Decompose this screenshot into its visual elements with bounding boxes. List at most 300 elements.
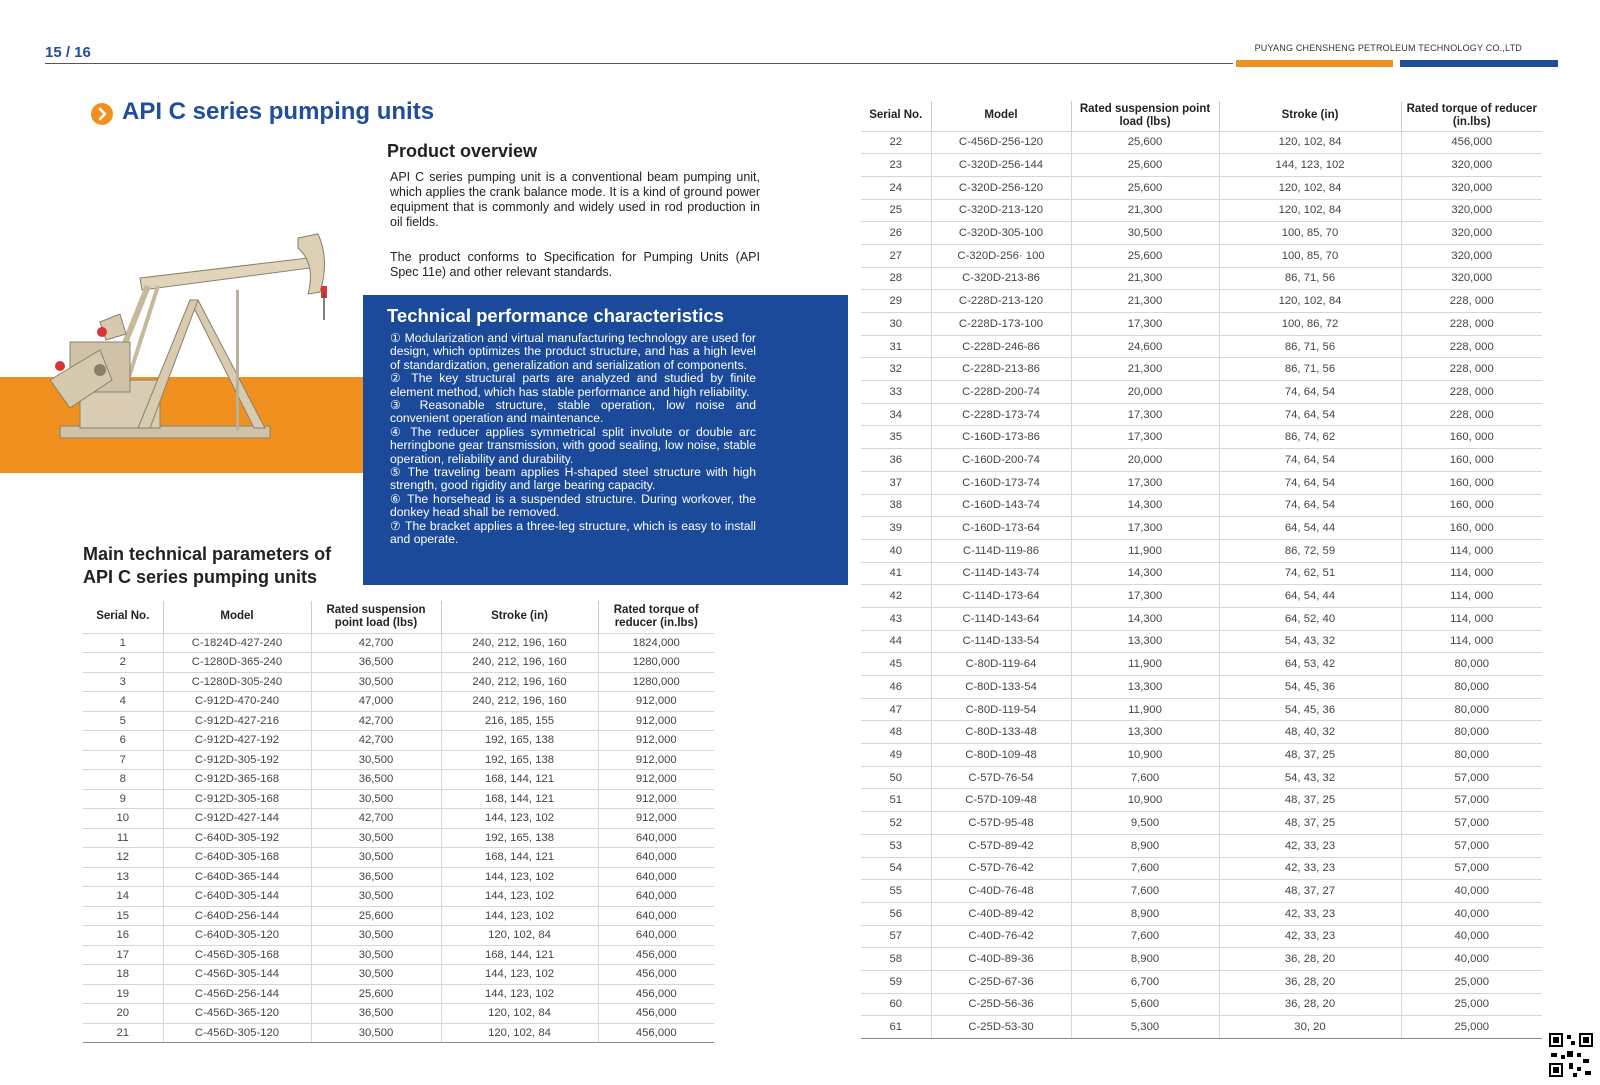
table-cell: 64, 54, 44 [1219, 585, 1401, 608]
table-cell: 13,300 [1071, 676, 1219, 699]
table-cell: 120, 102, 84 [1219, 131, 1401, 154]
table-cell: 45 [861, 653, 931, 676]
table-cell: 25,600 [311, 984, 441, 1004]
table-cell: 8,900 [1071, 948, 1219, 971]
table-cell: 228, 000 [1401, 335, 1542, 358]
table-cell: 57,000 [1401, 857, 1542, 880]
table-row [861, 812, 1542, 835]
table-row [83, 828, 714, 848]
table-cell: 25,600 [1071, 244, 1219, 267]
table-cell: C-228D-173-74 [931, 403, 1071, 426]
table-row [83, 770, 714, 790]
table-cell: 17,300 [1071, 471, 1219, 494]
table-row [861, 313, 1542, 336]
params-heading [83, 543, 331, 589]
table-cell: 228, 000 [1401, 381, 1542, 404]
chevron-right-icon [91, 103, 113, 125]
tech-heading: Technical performance characteristics [387, 305, 724, 326]
table-cell: 120, 102, 84 [441, 1023, 598, 1043]
table-cell: 168, 144, 121 [441, 848, 598, 868]
table-row [861, 880, 1542, 903]
table-cell: C-228D-200-74 [931, 381, 1071, 404]
tech-item: ④ The reducer applies symmetrical split involute or double arc herringbone gear transmission, with good sealing, low noise, stable operation, reliability and durability. [390, 424, 756, 466]
table-cell: C-160D-173-86 [931, 426, 1071, 449]
table-row [861, 494, 1542, 517]
table-row [861, 517, 1542, 540]
table-cell: 160, 000 [1401, 426, 1542, 449]
table-cell: C-160D-173-64 [931, 517, 1071, 540]
table-row [861, 358, 1542, 381]
table-cell: 456,000 [598, 984, 714, 1004]
table-cell: 42, 33, 23 [1219, 925, 1401, 948]
table-row [861, 471, 1542, 494]
table-cell: 23 [861, 154, 931, 177]
table-row [861, 539, 1542, 562]
table-cell: 9,500 [1071, 812, 1219, 835]
table-cell: 192, 165, 138 [441, 731, 598, 751]
table-cell: 40,000 [1401, 902, 1542, 925]
table-cell: 86, 71, 56 [1219, 267, 1401, 290]
table-cell: C-40D-76-48 [931, 880, 1071, 903]
table-cell: 640,000 [598, 848, 714, 868]
page-number: 15 / 16 [45, 44, 91, 61]
table-row [861, 449, 1542, 472]
table-cell: C-40D-89-36 [931, 948, 1071, 971]
table-cell: 10,900 [1071, 744, 1219, 767]
table-cell: C-320D-256-120 [931, 176, 1071, 199]
table-cell: 28 [861, 267, 931, 290]
table-row [861, 154, 1542, 177]
header-accent-orange [1236, 60, 1393, 67]
table-cell: C-80D-109-48 [931, 744, 1071, 767]
table-row [861, 925, 1542, 948]
overview-paragraph: API C series pumping unit is a conventional beam pumping unit, which applies the crank balance mode. It is a kind of ground power equipment that is commonly and widely used in rod production in oil fields. [390, 170, 760, 229]
table-cell: C-912D-427-144 [163, 809, 311, 829]
table-cell: 40 [861, 539, 931, 562]
table-row [83, 789, 714, 809]
table-cell: 48, 37, 25 [1219, 812, 1401, 835]
table-cell: 13 [83, 867, 163, 887]
table-cell: 25,000 [1401, 970, 1542, 993]
table-cell: 42,700 [311, 633, 441, 653]
table-cell: 54 [861, 857, 931, 880]
table-cell: 13,300 [1071, 630, 1219, 653]
table-cell: C-160D-143-74 [931, 494, 1071, 517]
table-cell: 192, 165, 138 [441, 828, 598, 848]
company-name: PUYANG CHENSHENG PETROLEUM TECHNOLOGY CO.,LTD [1254, 43, 1522, 53]
header-accent-blue [1400, 60, 1558, 67]
table-cell: 120, 102, 84 [1219, 290, 1401, 313]
table-row [83, 984, 714, 1004]
table-cell: C-57D-95-48 [931, 812, 1071, 835]
table-cell: 21,300 [1071, 199, 1219, 222]
table-cell: 36,500 [311, 653, 441, 673]
table-cell: 36,500 [311, 770, 441, 790]
table-cell: 100, 85, 70 [1219, 222, 1401, 245]
table-cell: C-1280D-305-240 [163, 672, 311, 692]
table-cell: 51 [861, 789, 931, 812]
table-cell: 320,000 [1401, 222, 1542, 245]
table-header-row [861, 101, 1542, 131]
table-cell: 21,300 [1071, 290, 1219, 313]
table-cell: 912,000 [598, 809, 714, 829]
table-cell: 192, 165, 138 [441, 750, 598, 770]
table-cell: 74, 64, 54 [1219, 494, 1401, 517]
table-cell: C-114D-143-74 [931, 562, 1071, 585]
table-cell: 74, 64, 54 [1219, 381, 1401, 404]
table-cell: 7,600 [1071, 766, 1219, 789]
table-cell: 86, 74, 62 [1219, 426, 1401, 449]
table-cell: 30,500 [311, 750, 441, 770]
table-cell: 52 [861, 812, 931, 835]
table-row [83, 672, 714, 692]
table-cell: 1824,000 [598, 633, 714, 653]
table-cell: 17,300 [1071, 585, 1219, 608]
table-cell: 25,600 [1071, 131, 1219, 154]
qr-code-icon [1547, 1031, 1595, 1079]
table-cell: 5 [83, 711, 163, 731]
table-cell: 53 [861, 834, 931, 857]
table-cell: 60 [861, 993, 931, 1016]
table-cell: 17,300 [1071, 517, 1219, 540]
table-cell: 160, 000 [1401, 449, 1542, 472]
table-row [861, 948, 1542, 971]
table-cell: C-228D-246-86 [931, 335, 1071, 358]
table-cell: 1280,000 [598, 653, 714, 673]
table-cell: 1280,000 [598, 672, 714, 692]
table-cell: 18 [83, 965, 163, 985]
column-header: Model [931, 101, 1071, 131]
table-cell: 240, 212, 196, 160 [441, 672, 598, 692]
table-cell: 640,000 [598, 926, 714, 946]
table-cell: 86, 71, 56 [1219, 335, 1401, 358]
table-cell: 25,000 [1401, 1016, 1542, 1039]
table-cell: 48 [861, 721, 931, 744]
table-cell: 4 [83, 692, 163, 712]
table-cell: 2 [83, 653, 163, 673]
table-cell: 47,000 [311, 692, 441, 712]
table-row [83, 809, 714, 829]
table-row [861, 721, 1542, 744]
column-header: Stroke (in) [1219, 101, 1401, 131]
table-cell: 144, 123, 102 [441, 906, 598, 926]
table-cell: 11,900 [1071, 698, 1219, 721]
table-cell: C-57D-76-42 [931, 857, 1071, 880]
table-cell: 144, 123, 102 [441, 965, 598, 985]
table-cell: 20,000 [1071, 449, 1219, 472]
table-row [861, 244, 1542, 267]
table-row [83, 653, 714, 673]
table-row [83, 867, 714, 887]
table-cell: 144, 123, 102 [441, 809, 598, 829]
table-cell: C-25D-53-30 [931, 1016, 1071, 1039]
table-row [861, 653, 1542, 676]
table-cell: 57,000 [1401, 834, 1542, 857]
table-row [861, 834, 1542, 857]
column-header: Model [163, 601, 311, 633]
table-cell: C-80D-119-64 [931, 653, 1071, 676]
table-cell: 33 [861, 381, 931, 404]
table-cell: 36, 28, 20 [1219, 948, 1401, 971]
table-cell: 80,000 [1401, 676, 1542, 699]
column-header: Rated torque of reducer (in.lbs) [1406, 102, 1537, 128]
table-cell: 25,600 [1071, 176, 1219, 199]
table-cell: C-228D-213-86 [931, 358, 1071, 381]
table-cell: 320,000 [1401, 244, 1542, 267]
table-cell: 20,000 [1071, 381, 1219, 404]
table-cell: 11,900 [1071, 653, 1219, 676]
table-cell: 30,500 [311, 672, 441, 692]
table-cell: 10,900 [1071, 789, 1219, 812]
table-cell: 54, 45, 36 [1219, 698, 1401, 721]
table-cell: 9 [83, 789, 163, 809]
table-cell: C-320D-256· 100 [931, 244, 1071, 267]
table-cell: 43 [861, 607, 931, 630]
table-cell: C-456D-365-120 [163, 1004, 311, 1024]
table-cell: C-228D-173-100 [931, 313, 1071, 336]
table-cell: 58 [861, 948, 931, 971]
table-cell: C-320D-213-86 [931, 267, 1071, 290]
table-cell: C-320D-213-120 [931, 199, 1071, 222]
table-cell: 36, 28, 20 [1219, 970, 1401, 993]
table-cell: 25,000 [1401, 993, 1542, 1016]
table-row [861, 970, 1542, 993]
table-cell: 30,500 [311, 965, 441, 985]
table-cell: 30,500 [311, 848, 441, 868]
table-row [861, 789, 1542, 812]
table-cell: 160, 000 [1401, 517, 1542, 540]
column-header: Rated suspension point load (lbs) [1071, 101, 1219, 131]
table-cell: 240, 212, 196, 160 [441, 633, 598, 653]
table-row [861, 902, 1542, 925]
table-cell: 144, 123, 102 [441, 867, 598, 887]
table-cell: C-40D-89-42 [931, 902, 1071, 925]
table-cell: C-160D-200-74 [931, 449, 1071, 472]
table-cell: 7,600 [1071, 925, 1219, 948]
table-cell: 61 [861, 1016, 931, 1039]
table-cell: 456,000 [598, 945, 714, 965]
table-cell: C-1824D-427-240 [163, 633, 311, 653]
tech-item: ① Modularization and virtual manufacturing technology are used for design, which optimizes the product structure, and has a high level of standardization, generalization and serialization of components. [390, 331, 756, 372]
table-cell: 160, 000 [1401, 471, 1542, 494]
pumping-unit-icon [40, 230, 340, 462]
table-cell: 8,900 [1071, 902, 1219, 925]
table-row [83, 711, 714, 731]
table-cell: 10 [83, 809, 163, 829]
table-cell: 57,000 [1401, 812, 1542, 835]
table-cell: 17,300 [1071, 403, 1219, 426]
table-cell: 114, 000 [1401, 630, 1542, 653]
table-cell: 40,000 [1401, 948, 1542, 971]
table-cell: 30, 20 [1219, 1016, 1401, 1039]
table-cell: 86, 72, 59 [1219, 539, 1401, 562]
table-row [861, 222, 1542, 245]
table-row [861, 176, 1542, 199]
table-cell: C-640D-305-120 [163, 926, 311, 946]
table-cell: 47 [861, 698, 931, 721]
table-cell: 57,000 [1401, 789, 1542, 812]
table-cell: 14,300 [1071, 494, 1219, 517]
table-cell: 456,000 [598, 1023, 714, 1043]
table-cell: C-456D-305-144 [163, 965, 311, 985]
table-cell: 120, 102, 84 [1219, 176, 1401, 199]
table-cell: 40,000 [1401, 880, 1542, 903]
table-cell: 36,500 [311, 1004, 441, 1024]
table-cell: C-25D-67-36 [931, 970, 1071, 993]
table-cell: 320,000 [1401, 199, 1542, 222]
table-cell: 74, 64, 54 [1219, 449, 1401, 472]
table-cell: 36, 28, 20 [1219, 993, 1401, 1016]
table-cell: 64, 54, 44 [1219, 517, 1401, 540]
table-cell: C-456D-305-120 [163, 1023, 311, 1043]
table-cell: 14,300 [1071, 562, 1219, 585]
table-row [861, 403, 1542, 426]
table-cell: 14 [83, 887, 163, 907]
table-row [861, 607, 1542, 630]
table-cell: 24,600 [1071, 335, 1219, 358]
table-row [861, 630, 1542, 653]
params-table-left [83, 601, 714, 1043]
table-row [83, 1023, 714, 1043]
table-cell: 120, 102, 84 [1219, 199, 1401, 222]
column-header: Rated torque of reducer (in.lbs) [613, 603, 699, 629]
table-cell: 120, 102, 84 [441, 1004, 598, 1024]
table-cell: 16 [83, 926, 163, 946]
table-cell: 14,300 [1071, 607, 1219, 630]
table-cell: 26 [861, 222, 931, 245]
table-cell: C-57D-76-54 [931, 766, 1071, 789]
table-cell: 34 [861, 403, 931, 426]
table-cell: 19 [83, 984, 163, 1004]
table-cell: 74, 64, 54 [1219, 403, 1401, 426]
table-cell: 48, 37, 27 [1219, 880, 1401, 903]
table-cell: C-57D-109-48 [931, 789, 1071, 812]
table-cell: 17,300 [1071, 313, 1219, 336]
table-cell: 32 [861, 358, 931, 381]
table-cell: C-640D-305-168 [163, 848, 311, 868]
table-row [83, 926, 714, 946]
table-cell: C-114D-119-86 [931, 539, 1071, 562]
table-cell: 30,500 [311, 789, 441, 809]
table-cell: 31 [861, 335, 931, 358]
tech-item: ⑦ The bracket applies a three-leg structure, which is easy to install and operate. [390, 518, 756, 547]
table-cell: 36 [861, 449, 931, 472]
table-cell: C-912D-427-192 [163, 731, 311, 751]
table-header-row [83, 601, 714, 633]
header-rule [45, 63, 1233, 64]
table-cell: C-912D-305-192 [163, 750, 311, 770]
table-cell: 144, 123, 102 [441, 887, 598, 907]
table-cell: C-1280D-365-240 [163, 653, 311, 673]
table-row [861, 744, 1542, 767]
table-row [83, 965, 714, 985]
page-title: API C series pumping units [122, 98, 435, 125]
table-row [861, 1016, 1542, 1039]
table-cell: 320,000 [1401, 267, 1542, 290]
table-cell: 42, 33, 23 [1219, 834, 1401, 857]
table-cell: 80,000 [1401, 721, 1542, 744]
table-row [83, 633, 714, 653]
table-cell: 30,500 [311, 945, 441, 965]
table-cell: 74, 64, 54 [1219, 471, 1401, 494]
table-cell: 228, 000 [1401, 358, 1542, 381]
table-cell: 228, 000 [1401, 403, 1542, 426]
table-cell: 114, 000 [1401, 539, 1542, 562]
table-cell: 37 [861, 471, 931, 494]
table-cell: C-57D-89-42 [931, 834, 1071, 857]
table-cell: 54, 43, 32 [1219, 766, 1401, 789]
table-cell: 640,000 [598, 828, 714, 848]
column-header: Stroke (in) [441, 601, 598, 633]
table-cell: 57,000 [1401, 766, 1542, 789]
table-cell: 144, 123, 102 [441, 984, 598, 1004]
table-cell: 320,000 [1401, 176, 1542, 199]
table-cell: 456,000 [598, 965, 714, 985]
table-cell: 216, 185, 155 [441, 711, 598, 731]
table-cell: 7,600 [1071, 857, 1219, 880]
table-cell: 17 [83, 945, 163, 965]
tech-item: ③ Reasonable structure, stable operation, low noise and convenient operation and maintenance. [390, 398, 756, 426]
table-cell: 456,000 [598, 1004, 714, 1024]
table-cell: 5,300 [1071, 1016, 1219, 1039]
table-cell: 55 [861, 880, 931, 903]
table-cell: 100, 85, 70 [1219, 244, 1401, 267]
table-row [861, 381, 1542, 404]
table-cell: 6,700 [1071, 970, 1219, 993]
table-cell: 50 [861, 766, 931, 789]
table-cell: 100, 86, 72 [1219, 313, 1401, 336]
table-cell: 56 [861, 902, 931, 925]
table-cell: C-912D-305-168 [163, 789, 311, 809]
tech-list [390, 332, 756, 547]
table-cell: C-912D-365-168 [163, 770, 311, 790]
table-cell: 42, 33, 23 [1219, 902, 1401, 925]
table-cell: 21,300 [1071, 267, 1219, 290]
table-cell: 912,000 [598, 750, 714, 770]
table-cell: 144, 123, 102 [1219, 154, 1401, 177]
table-cell: C-320D-256-144 [931, 154, 1071, 177]
table-cell: 86, 71, 56 [1219, 358, 1401, 381]
table-cell: 168, 144, 121 [441, 789, 598, 809]
table-row [861, 199, 1542, 222]
tech-item: ⑤ The traveling beam applies H-shaped steel structure with high strength, good rigidity and large bearing capacity. [390, 465, 756, 493]
overview-paragraph: The product conforms to Specification for Pumping Units (API Spec 11e) and other relevant standards. [390, 250, 760, 279]
table-cell: 30,500 [311, 828, 441, 848]
table-cell: C-80D-119-54 [931, 698, 1071, 721]
table-cell: C-40D-76-42 [931, 925, 1071, 948]
table-cell: C-912D-427-216 [163, 711, 311, 731]
table-cell: 912,000 [598, 731, 714, 751]
table-cell: 11 [83, 828, 163, 848]
table-cell: 74, 62, 51 [1219, 562, 1401, 585]
table-cell: 25 [861, 199, 931, 222]
table-cell: 25,600 [311, 906, 441, 926]
column-header: Serial No. [83, 601, 163, 633]
table-cell: 30,500 [1071, 222, 1219, 245]
table-cell: 21 [83, 1023, 163, 1043]
table-cell: 17,300 [1071, 426, 1219, 449]
table-cell: 27 [861, 244, 931, 267]
table-cell: C-320D-305-100 [931, 222, 1071, 245]
table-cell: 46 [861, 676, 931, 699]
table-cell: 6 [83, 731, 163, 751]
params-heading-line: API C series pumping units [83, 567, 318, 587]
table-body [83, 633, 714, 1043]
table-cell: C-640D-365-144 [163, 867, 311, 887]
table-cell: C-228D-213-120 [931, 290, 1071, 313]
table-row [83, 906, 714, 926]
table-cell: C-640D-305-192 [163, 828, 311, 848]
